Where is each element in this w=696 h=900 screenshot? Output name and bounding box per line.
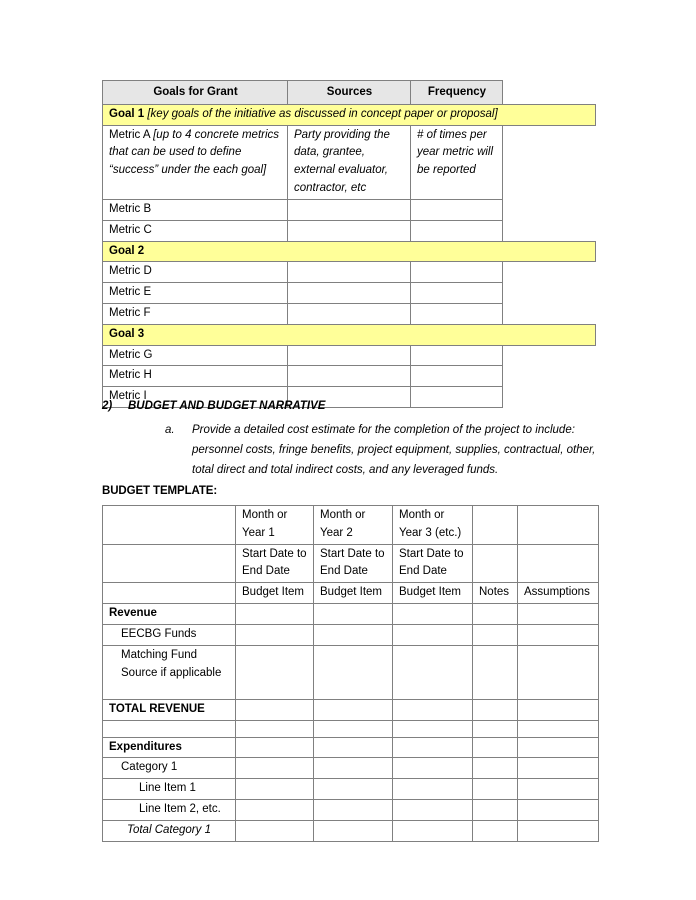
table-row-goal-3: [103, 324, 596, 345]
metric-sources-cell: [288, 303, 411, 324]
table-row-line-item-2: [103, 799, 599, 820]
budget-assumptions-cell[interactable]: [518, 699, 599, 720]
table-row-metric-b: [103, 199, 596, 220]
goal-label: Goal 1: [109, 107, 145, 120]
budget-value-cell[interactable]: [236, 720, 314, 737]
budget-notes-cell[interactable]: [473, 720, 518, 737]
budget-cell-item-2: Budget Item: [314, 583, 393, 604]
spacer-cell: [503, 220, 596, 241]
spacer-cell: [503, 303, 596, 324]
column-header-sources: Sources: [288, 81, 411, 105]
section-subitem-text: Provide a detailed cost estimate for the completion of the project to include: personnel costs, fringe benefits, project equipment, supplies, contractual, other, total direct and total indirect costs, and any leveraged funds.: [192, 424, 596, 476]
budget-cell-period-1: Month or Year 1: [236, 506, 314, 545]
budget-value-cell[interactable]: [393, 699, 473, 720]
spacer-cell: [503, 283, 596, 304]
budget-value-cell[interactable]: [314, 624, 393, 645]
budget-value-cell[interactable]: [314, 699, 393, 720]
goal-heading-cell: [103, 324, 596, 345]
budget-cell-label: [103, 583, 236, 604]
budget-cell-label: [103, 544, 236, 583]
table-row-metric-g: [103, 345, 596, 366]
table-row-expenditures: [103, 737, 599, 758]
table-row-metric-f: [103, 303, 596, 324]
budget-notes-cell[interactable]: [473, 737, 518, 758]
table-row-revenue: [103, 604, 599, 625]
budget-assumptions-cell[interactable]: [518, 624, 599, 645]
metric-sources-cell: [288, 283, 411, 304]
budget-row-label: Category 1: [103, 758, 236, 779]
budget-notes-cell[interactable]: [473, 645, 518, 699]
metric-name-cell: Metric I: [103, 387, 288, 408]
budget-row-label: Total Category 1: [103, 820, 236, 841]
budget-row-label: Line Item 2, etc.: [103, 799, 236, 820]
table-row-metric-c: [103, 220, 596, 241]
budget-value-cell[interactable]: [393, 758, 473, 779]
table-row-goal-2: [103, 241, 596, 262]
budget-value-cell[interactable]: [314, 779, 393, 800]
goal-note: [key goals of the initiative as discussed in concept paper or proposal]: [144, 107, 498, 120]
spacer-cell: [503, 262, 596, 283]
metric-sources-cell: [288, 220, 411, 241]
metric-name-cell: Metric H: [103, 366, 288, 387]
table-row-category-1: [103, 758, 599, 779]
budget-notes-cell[interactable]: [473, 624, 518, 645]
budget-cell-dates-2: Start Date to End Date: [314, 544, 393, 583]
budget-value-cell[interactable]: [393, 624, 473, 645]
budget-value-cell[interactable]: [236, 737, 314, 758]
budget-assumptions-cell[interactable]: [518, 779, 599, 800]
budget-assumptions-cell[interactable]: [518, 737, 599, 758]
spacer-cell: [503, 345, 596, 366]
table-row-spacer: [103, 720, 599, 737]
budget-cell-notes: [473, 544, 518, 583]
budget-value-cell[interactable]: [236, 758, 314, 779]
table-row-dates-header: [103, 544, 599, 583]
budget-assumptions-cell[interactable]: [518, 758, 599, 779]
spacer-cell: [503, 199, 596, 220]
budget-assumptions-cell[interactable]: [518, 799, 599, 820]
metric-sources-cell: [288, 199, 411, 220]
budget-value-cell[interactable]: [314, 737, 393, 758]
table-row-header: [103, 81, 596, 105]
metric-name-cell: [103, 125, 288, 199]
metric-name-cell: Metric C: [103, 220, 288, 241]
metric-frequency-cell: # of times per year metric will be reported: [411, 125, 503, 199]
table-row-metric-d: [103, 262, 596, 283]
goals-for-grant-table: [102, 80, 596, 408]
list-marker-2: 2): [102, 400, 113, 412]
table-row-period-header: [103, 506, 599, 545]
budget-notes-cell[interactable]: [473, 699, 518, 720]
budget-row-label: Line Item 1: [103, 779, 236, 800]
budget-row-label: [103, 720, 236, 737]
metric-frequency-cell: [411, 366, 503, 387]
metric-frequency-cell: [411, 220, 503, 241]
table-row-line-item-1: [103, 779, 599, 800]
budget-assumptions-cell[interactable]: [518, 820, 599, 841]
budget-cell-period-3: Month or Year 3 (etc.): [393, 506, 473, 545]
spacer-cell: [503, 366, 596, 387]
section-subitem-a: [102, 421, 602, 480]
metric-hint: [up to 4 concrete metrics that can be used to define “success” under the each goal]: [109, 128, 280, 177]
column-header-goals-for-grant: Goals for Grant: [103, 81, 288, 105]
budget-value-cell[interactable]: [314, 820, 393, 841]
budget-row-label: TOTAL REVENUE: [103, 699, 236, 720]
goal-label: Goal 2: [109, 244, 145, 257]
budget-row-label: Revenue: [103, 604, 236, 625]
budget-notes-cell[interactable]: [473, 799, 518, 820]
budget-value-cell[interactable]: [393, 604, 473, 625]
budget-value-cell[interactable]: [393, 645, 473, 699]
table-row-total-revenue: [103, 699, 599, 720]
column-header-notes: Notes: [473, 583, 518, 604]
budget-assumptions-cell[interactable]: [518, 720, 599, 737]
budget-narrative-section: [102, 398, 602, 481]
budget-assumptions-cell[interactable]: [518, 645, 599, 699]
budget-value-cell[interactable]: [393, 737, 473, 758]
budget-value-cell[interactable]: [393, 820, 473, 841]
budget-value-cell[interactable]: [314, 604, 393, 625]
budget-value-cell[interactable]: [314, 758, 393, 779]
budget-cell-label: [103, 506, 236, 545]
budget-value-cell[interactable]: [236, 779, 314, 800]
budget-value-cell[interactable]: [236, 799, 314, 820]
budget-cell-period-2: Month or Year 2: [314, 506, 393, 545]
budget-value-cell[interactable]: [236, 699, 314, 720]
metric-sources-cell: [288, 345, 411, 366]
budget-cell-assumptions: [518, 544, 599, 583]
budget-notes-cell[interactable]: [473, 758, 518, 779]
metric-sources-cell: [288, 262, 411, 283]
table-row-matching-fund-source: [103, 645, 599, 699]
table-row-budget-item-header: [103, 583, 599, 604]
budget-cell-dates-1: Start Date to End Date: [236, 544, 314, 583]
budget-notes-cell[interactable]: [473, 604, 518, 625]
spacer-cell: [503, 81, 596, 105]
goal-label: Goal 3: [109, 327, 145, 340]
budget-cell-assumptions: [518, 506, 599, 545]
column-header-assumptions: Assumptions: [518, 583, 599, 604]
metric-sources-cell: Party providing the data, grantee, external evaluator, contractor, etc: [288, 125, 411, 199]
metric-name-cell: Metric E: [103, 283, 288, 304]
goal-heading-cell: [103, 241, 596, 262]
budget-value-cell[interactable]: [236, 624, 314, 645]
table-row-metric-e: [103, 283, 596, 304]
metric-label: Metric A: [109, 128, 154, 141]
metric-sources-cell: [288, 366, 411, 387]
budget-cell-item-1: Budget Item: [236, 583, 314, 604]
metric-name-cell: Metric D: [103, 262, 288, 283]
budget-value-cell[interactable]: [314, 799, 393, 820]
section-heading-text: BUDGET AND BUDGET NARRATIVE: [128, 400, 326, 412]
metric-name-cell: Metric G: [103, 345, 288, 366]
spacer-cell: [503, 125, 596, 199]
table-row-total-category-1: [103, 820, 599, 841]
metric-name-cell: Metric F: [103, 303, 288, 324]
metric-frequency-cell: [411, 283, 503, 304]
table-row-goal-1: [103, 104, 596, 125]
section-heading-row: [102, 398, 602, 415]
budget-template-table: [102, 505, 599, 842]
column-header-frequency: Frequency: [411, 81, 503, 105]
budget-notes-cell[interactable]: [473, 820, 518, 841]
budget-value-cell[interactable]: [236, 604, 314, 625]
budget-cell-dates-3: Start Date to End Date: [393, 544, 473, 583]
budget-row-label: Expenditures: [103, 737, 236, 758]
metric-frequency-cell: [411, 262, 503, 283]
budget-value-cell[interactable]: [393, 720, 473, 737]
budget-value-cell[interactable]: [393, 799, 473, 820]
budget-value-cell[interactable]: [393, 779, 473, 800]
budget-assumptions-cell[interactable]: [518, 604, 599, 625]
budget-value-cell[interactable]: [236, 820, 314, 841]
metric-frequency-cell: [411, 199, 503, 220]
metric-frequency-cell: [411, 303, 503, 324]
table-row-eecbg-funds: [103, 624, 599, 645]
table-row-metric-a: [103, 125, 596, 199]
budget-row-label: Matching Fund Source if applicable: [103, 645, 236, 699]
budget-cell-item-3: Budget Item: [393, 583, 473, 604]
metric-frequency-cell: [411, 345, 503, 366]
budget-value-cell[interactable]: [236, 645, 314, 699]
list-marker-a: a.: [165, 424, 175, 437]
metric-name-cell: Metric B: [103, 199, 288, 220]
budget-template-label: BUDGET TEMPLATE:: [102, 485, 218, 497]
budget-cell-notes: [473, 506, 518, 545]
table-row-metric-h: [103, 366, 596, 387]
budget-notes-cell[interactable]: [473, 779, 518, 800]
budget-value-cell[interactable]: [314, 645, 393, 699]
budget-row-label: EECBG Funds: [103, 624, 236, 645]
budget-value-cell[interactable]: [314, 720, 393, 737]
goal-heading-cell: [103, 104, 596, 125]
